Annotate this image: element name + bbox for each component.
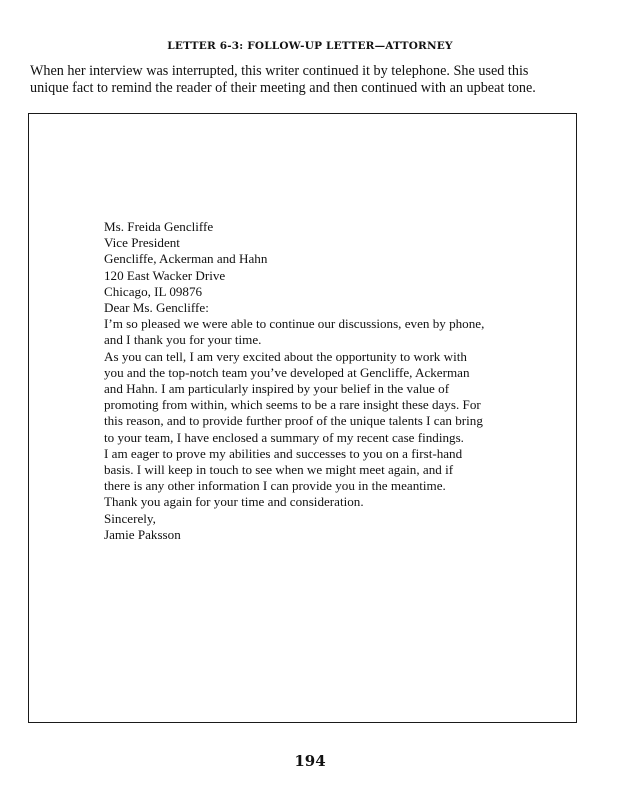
salutation [104, 300, 524, 316]
page-heading: LETTER 6-3: FOLLOW-UP LETTER—ATTORNEY [167, 40, 453, 52]
paragraph-line: and I thank you for your time. [104, 332, 262, 348]
recipient-address [104, 219, 524, 300]
paragraph-line: this reason, and to provide further proof of the unique talents I can bring [104, 413, 483, 429]
page-number: 194 [294, 752, 326, 770]
closing [104, 511, 524, 527]
paragraph-4 [104, 494, 524, 510]
paragraph-1 [104, 316, 524, 348]
signature-name: Jamie Paksson [104, 526, 181, 542]
paragraph-3 [104, 446, 524, 495]
address-line: Vice President [104, 235, 180, 251]
address-line: Ms. Freida Gencliffe [104, 219, 214, 234]
paragraph-line: I’m so pleased we were able to continue our discussions, even by phone, [104, 316, 485, 332]
signature [104, 527, 524, 543]
address-line: Chicago, IL 09876 [104, 283, 203, 299]
paragraph-line: there is any other information I can provide you in the meantime. [104, 478, 446, 494]
paragraph-2 [104, 349, 524, 446]
closing-text: Sincerely, [104, 510, 156, 526]
address-line: 120 East Wacker Drive [104, 267, 226, 283]
paragraph-line: basis. I will keep in touch to see when we might meet again, and if [104, 462, 454, 478]
paragraph-line: promoting from within, which seems to be a rare insight these days. For [104, 397, 481, 413]
letter-body [104, 219, 524, 543]
address-line: Gencliffe, Ackerman and Hahn [104, 251, 268, 267]
intro-line: When her interview was interrupted, this writer continued it by telephone. She used this [30, 63, 529, 79]
intro-line: unique fact to remind the reader of their meeting and then continued with an upbeat tone. [30, 80, 536, 96]
paragraph-line: As you can tell, I am very excited about the opportunity to work with [104, 348, 467, 364]
paragraph-line: Thank you again for your time and consideration. [104, 494, 364, 510]
intro-text [30, 63, 590, 97]
paragraph-line: and Hahn. I am particularly inspired by your belief in the value of [104, 381, 450, 397]
paragraph-line: to your team, I have enclosed a summary of my recent case findings. [104, 429, 464, 445]
paragraph-line: you and the top-notch team you’ve developed at Gencliffe, Ackerman [104, 364, 470, 380]
salutation-text: Dear Ms. Gencliffe: [104, 300, 209, 316]
paragraph-line: I am eager to prove my abilities and successes to you on a first-hand [104, 445, 463, 461]
